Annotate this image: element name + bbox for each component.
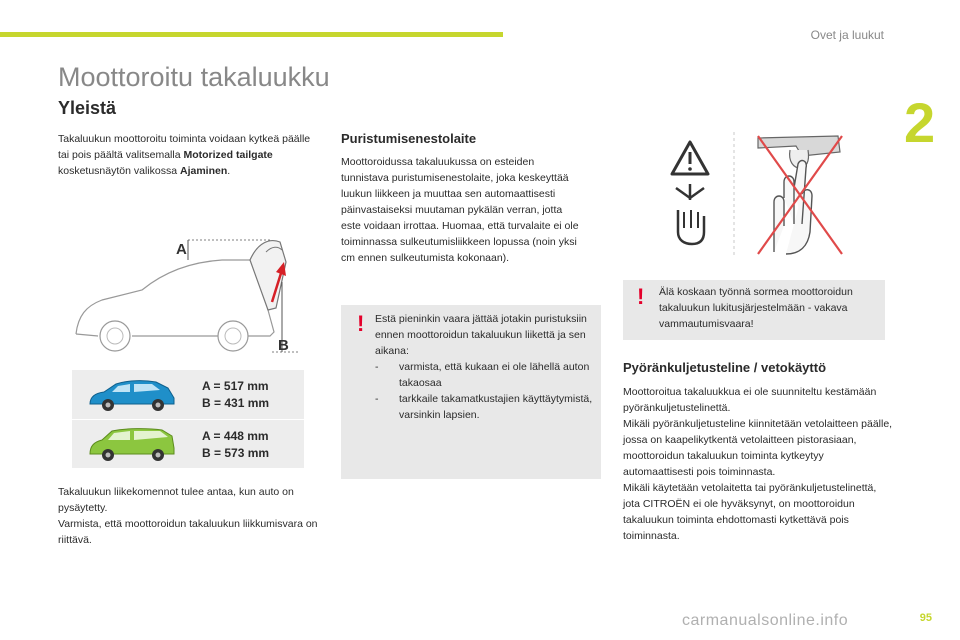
operation-notes [58, 484, 326, 548]
intro-paragraph: Takaluukun moottoroitu toiminta voidaan kytkeä päälle tai pois päältä valitsemalla Motorized tailgate kosketusnäytön valikossa Ajaminen. [58, 133, 311, 177]
watermark: carmanualsonline.info [682, 612, 849, 629]
page-title: Moottoroitu takaluukku [58, 62, 330, 92]
tailgate-opening-diagram [72, 232, 304, 360]
bike-carrier-heading: Pyöränkuljetusteline / vetokäyttö [623, 360, 827, 375]
note-clearance: Varmista, että moottoroidun takaluukun liikkumisvara on riittävä. [58, 518, 318, 546]
list-item: - tarkkaile takamatkustajien käyttäytymistä, varsinkin lapsien. [375, 393, 593, 421]
page-number: 95 [919, 612, 932, 624]
bike-carrier-p2: Mikäli pyöränkuljetusteline kiinnitetään vetolaitteen päälle, jossa on kaapelikytkentä vetolaitteen pistorasiaan, moottoroidun takaluukun toiminta kytkeytyy automaattisesti pois toiminnasta. [623, 418, 893, 478]
warning-intro: Estä pieninkin vaara jättää jotakin puristuksiin ennen moottoroidun takaluukun liikettä ja sen aikana: [375, 313, 587, 357]
dimension-table [72, 370, 304, 468]
label-a: A [176, 241, 187, 258]
header-accent-bar [0, 32, 503, 37]
pinch-warning-box [341, 305, 601, 479]
dimension-a-value: A = 517 mm [202, 379, 269, 393]
menu-item-motorized-tailgate: Motorized tailgate [183, 149, 273, 161]
page-subtitle: Yleistä [58, 98, 117, 118]
bike-carrier-p1: Moottoroitua takaluukkua ei ole suunniteltu kestämään pyöränkuljetustelinettä. [623, 386, 877, 414]
bike-carrier-description [623, 384, 893, 544]
lock-warning-box [623, 280, 885, 340]
dimension-b-value: B = 573 mm [202, 446, 270, 460]
warning-icon: ! [357, 311, 365, 336]
car-mpv-icon [86, 426, 178, 464]
menu-ajaminen: Ajaminen [179, 165, 228, 177]
bike-carrier-p3: Mikäli käytetään vetolaitetta tai pyöränkuljetustelinettä, jota CITROËN ei ole hyväksynyt, on moottoroidun takaluukun toiminta ehdottomasti kytkettävä pois toiminnasta. [623, 482, 877, 542]
finger-hazard-illustration [662, 128, 858, 260]
dimension-a-value: A = 448 mm [202, 429, 269, 443]
note-stopped-vehicle: Takaluukun liikekomennot tulee antaa, kun auto on pysäytetty. [58, 486, 294, 514]
dimension-row-hatchback [72, 370, 304, 419]
car-hatchback-icon [86, 376, 178, 414]
section-label: Ovet ja luukut [810, 28, 884, 42]
warning-triangle-icon [672, 142, 708, 174]
warning-icon: ! [637, 284, 645, 309]
anti-pinch-description: Moottoroidussa takaluukussa on esteiden tunnistava puristumisenestolaite, joka keskeyttää luukun liikkeen ja muuttaa sen automaattisesti päinvastaiseksi muutaman pykälän verran, jotta este voidaan irrottaa. Huomaa, että turvalaite ei ole toiminnassa sulkeutumisliikkeen lopussa (noin yksi cm ennen sulkeutumista kokonaan). [341, 156, 579, 264]
dimension-b-value: B = 431 mm [202, 396, 270, 410]
chapter-number: 2 [904, 91, 936, 154]
dimension-row-mpv [72, 420, 304, 469]
label-b: B [278, 337, 289, 354]
list-item: - varmista, että kukaan ei ole lähellä auton takaosaa [375, 361, 590, 389]
hand-pinch-icon [676, 184, 704, 244]
lock-warning-text: Älä koskaan työnnä sormea moottoroidun takaluukun lukitusjärjestelmään - vakava vammautumisvaara! [659, 286, 853, 330]
warning-list [375, 359, 593, 423]
anti-pinch-heading: Puristumisenestolaite [341, 131, 477, 146]
